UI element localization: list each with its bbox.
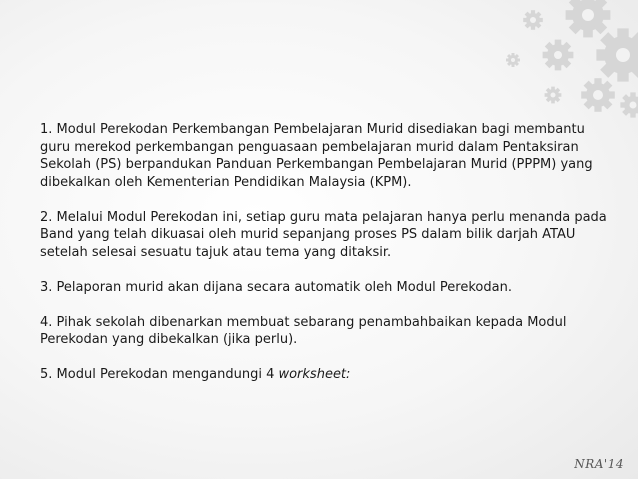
gears-icon bbox=[438, 0, 638, 120]
signature: NRA'14 bbox=[574, 457, 624, 471]
paragraph-3: 3. Pelaporan murid akan dijana secara automatik oleh Modul Perekodan. bbox=[40, 279, 512, 295]
paragraph-4: 4. Pihak sekolah dibenarkan membuat sebarang penambahbaikan kepada Modul Perekodan yang dibekalkan (jika perlu). bbox=[40, 314, 567, 347]
worksheet-term: worksheet: bbox=[278, 367, 351, 382]
paragraph-2: 2. Melalui Modul Perekodan ini, setiap guru mata pelajaran hanya perlu menanda pada Band yang telah dikuasai oleh murid sepanjang proses PS dalam bilik darjah ATAU setelah selesai sesuatu tajuk atau tema yang ditaksir. bbox=[40, 209, 607, 260]
paragraph-5 bbox=[40, 366, 610, 384]
slide-body bbox=[40, 121, 610, 384]
paragraph-1: 1. Modul Perekodan Perkembangan Pembelajaran Murid disediakan bagi membantu guru merekod perkembangan penguasaan pembelajaran murid dalam Pentaksiran Sekolah (PS) berpandukan Panduan Perkembangan Pembelajaran Murid (PPPM) yang dibekalkan oleh Kementerian Pendidikan Malaysia (KPM). bbox=[40, 122, 593, 190]
paragraph-5-text: 5. Modul Perekodan mengandungi 4 bbox=[40, 367, 279, 382]
